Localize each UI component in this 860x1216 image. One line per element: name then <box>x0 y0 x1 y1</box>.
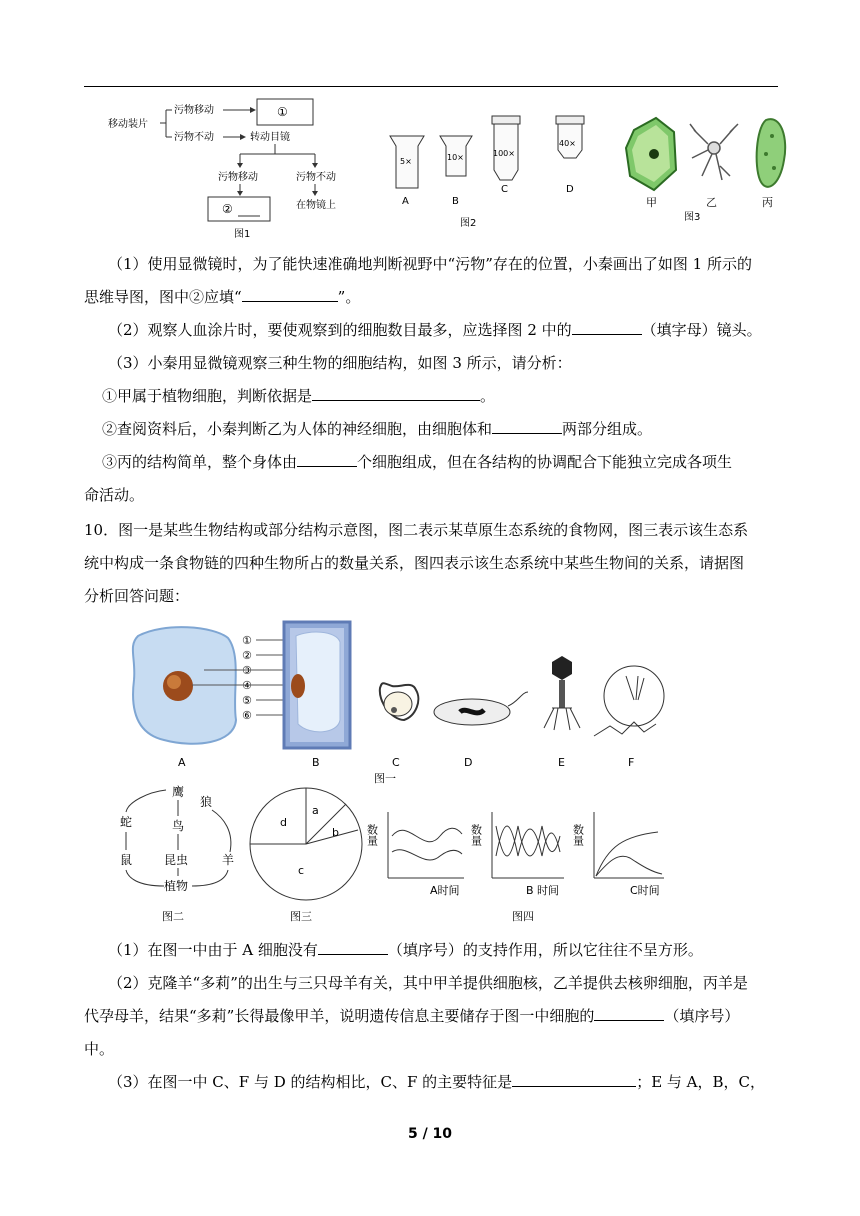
answer-blank-1[interactable] <box>242 287 338 302</box>
svg-text:⑤: ⑤ <box>242 694 252 707</box>
web-mouse: 鼠 <box>120 853 133 867</box>
lens-b-eyepiece <box>440 136 472 207</box>
lens-a-label: A <box>402 196 409 207</box>
q9-line-4: （3）小秦用显微镜观察三种生物的细胞结构，如图 3 所示，请分析： <box>108 354 572 372</box>
cell-label-bing: 丙 <box>762 196 773 209</box>
fig1-start: 移动装片 <box>108 119 148 130</box>
fig3-caption: 图3 <box>684 212 701 223</box>
web-insect: 昆虫 <box>164 853 189 867</box>
graph-c <box>572 812 665 897</box>
graph-b-xlabel: B 时间 <box>526 884 560 897</box>
lens-c-label: C <box>501 184 508 195</box>
svg-text:①: ① <box>242 634 252 647</box>
virus-e <box>544 656 580 769</box>
q9-line-2: 思维导图，图中②应填“ ”。 <box>84 288 361 306</box>
neuron-yi <box>690 124 738 209</box>
lens-c-objective <box>492 116 520 195</box>
fig-one-label-c: C <box>392 756 400 769</box>
cell-label-jia: 甲 <box>646 196 657 209</box>
fig1-a: 污物移动 <box>174 105 214 116</box>
pie-label-a: a <box>312 804 319 817</box>
figure-four-graphs <box>365 806 678 930</box>
fig-one-label-d: D <box>464 756 473 769</box>
fig1-e: 污物不动 <box>296 172 336 183</box>
q9-line-6: ②查阅资料后，小秦判断乙为人体的神经细胞，由细胞体和 两部分组成。 <box>102 420 653 438</box>
page-number: 5 / 10 <box>407 1126 453 1142</box>
lens-d-objective <box>556 116 584 195</box>
fig1-caption: 图1 <box>234 229 251 240</box>
fig1-b: 污物不动 <box>174 132 214 143</box>
answer-blank-3[interactable] <box>312 386 480 401</box>
web-eagle: 鹰 <box>172 785 185 799</box>
fig1-box2: ② <box>222 202 233 216</box>
fig-four-caption: 图四 <box>512 910 534 923</box>
web-plant: 植物 <box>164 879 189 893</box>
animal-cell-a <box>133 627 236 769</box>
answer-blank-6[interactable] <box>318 940 388 955</box>
q9-line-1: （1）使用显微镜时，为了能快速准确地判断视野中“污物”存在的位置，小秦画出了如图 1 所示的 <box>108 255 752 273</box>
q10-stem-1: 10．图一是某些生物结构或部分结构示意图，图二表示某草原生态系统的食物网，图三表示该生态系 <box>84 521 749 539</box>
fig-one-label-a: A <box>178 756 186 769</box>
svg-text:⑥: ⑥ <box>242 709 252 722</box>
figure-two-food-web <box>108 782 258 930</box>
protozoa-bing <box>757 119 786 209</box>
q9-line-8: 命活动。 <box>84 486 145 504</box>
web-wolf: 狼 <box>200 795 213 809</box>
pie-label-c: c <box>298 864 305 877</box>
plant-cell-jia <box>626 118 676 209</box>
web-sheep: 羊 <box>222 853 235 867</box>
answer-blank-5[interactable] <box>297 452 357 467</box>
figure-one-organisms <box>124 616 664 786</box>
graph-b-ylabel: 数量 <box>469 824 483 846</box>
graph-a <box>366 812 465 897</box>
pie-label-b: b <box>332 826 339 839</box>
fig-three-caption: 图三 <box>290 910 312 923</box>
figure-1-flowchart <box>100 92 370 242</box>
answer-blank-2[interactable] <box>572 320 642 335</box>
web-snake: 蛇 <box>120 815 133 829</box>
graph-a-xlabel: A时间 <box>430 884 460 897</box>
figure-2-lenses <box>378 108 606 228</box>
q10-line-2: （2）克隆羊“多莉”的出生与三只母羊有关，其中甲羊提供细胞核，乙羊提供去核卵细胞，丙羊是 <box>108 974 748 992</box>
figure-three-pie <box>246 782 366 930</box>
answer-blank-8[interactable] <box>512 1072 636 1087</box>
cell-label-yi: 乙 <box>706 196 717 209</box>
lens-c-mag: 100× <box>493 149 515 158</box>
fig1-box1: ① <box>277 105 288 119</box>
q10-line-3: 代孕母羊，结果“多莉”长得最像甲羊，说明遗传信息主要储存于图一中细胞的 （填序号） <box>84 1007 740 1025</box>
lens-d-label: D <box>566 184 574 195</box>
svg-text:④: ④ <box>242 679 252 692</box>
bacterium-d <box>434 692 528 769</box>
fig2-caption: 图2 <box>460 218 477 229</box>
lens-b-mag: 10× <box>447 153 464 162</box>
header-rule <box>84 86 778 87</box>
lens-a-eyepiece <box>390 136 424 207</box>
fig-one-label-f: F <box>628 756 635 769</box>
answer-blank-4[interactable] <box>492 419 562 434</box>
q10-stem-3: 分析回答问题： <box>84 587 190 605</box>
figure-3-cells <box>616 110 796 223</box>
q9-line-7: ③丙的结构简单，整个身体由 个细胞组成，但在各结构的协调配合下能独立完成各项生 <box>102 453 733 471</box>
q9-line-3: （2）观察人血涂片时，要使观察到的细胞数目最多，应选择图 2 中的 （填字母）镜头。 <box>108 321 762 339</box>
fig-one-label-b: B <box>312 756 320 769</box>
web-bird: 鸟 <box>172 819 185 833</box>
fig-one-caption: 图一 <box>374 772 396 785</box>
answer-blank-7[interactable] <box>594 1006 664 1021</box>
graph-c-ylabel: 数量 <box>571 824 585 846</box>
graph-a-ylabel: 数量 <box>365 824 379 846</box>
plant-cell-b <box>284 622 350 769</box>
pie-label-d: d <box>280 816 287 829</box>
fig1-d: 污物移动 <box>218 172 258 183</box>
fig-two-caption: 图二 <box>162 910 184 923</box>
fungus-f <box>594 666 664 769</box>
fig-one-label-e: E <box>558 756 565 769</box>
fig1-c: 转动目镜 <box>250 132 290 143</box>
graph-c-xlabel: C时间 <box>630 884 660 897</box>
q10-line-5: （3）在图一中 C、F 与 D 的结构相比，C、F 的主要特征是 ；E 与 A，B，C， <box>108 1073 766 1091</box>
graph-b <box>470 812 565 897</box>
q10-stem-2: 统中构成一条食物链的四种生物所占的数量关系，图四表示该生态系统中某些生物间的关系，请据图 <box>84 554 745 572</box>
svg-text:③: ③ <box>242 664 252 677</box>
fig1-f: 在物镜上 <box>296 200 336 211</box>
lens-b-label: B <box>452 196 459 207</box>
q10-line-4: 中。 <box>84 1040 115 1058</box>
lens-a-mag: 5× <box>400 157 412 166</box>
svg-text:②: ② <box>242 649 252 662</box>
q10-line-1: （1）在图一中由于 A 细胞没有 （填序号）的支持作用，所以它往往不呈方形。 <box>108 941 703 959</box>
yeast-c <box>380 683 419 769</box>
q9-line-5: ①甲属于植物细胞，判断依据是 。 <box>102 387 496 405</box>
lens-d-mag: 40× <box>559 139 576 148</box>
